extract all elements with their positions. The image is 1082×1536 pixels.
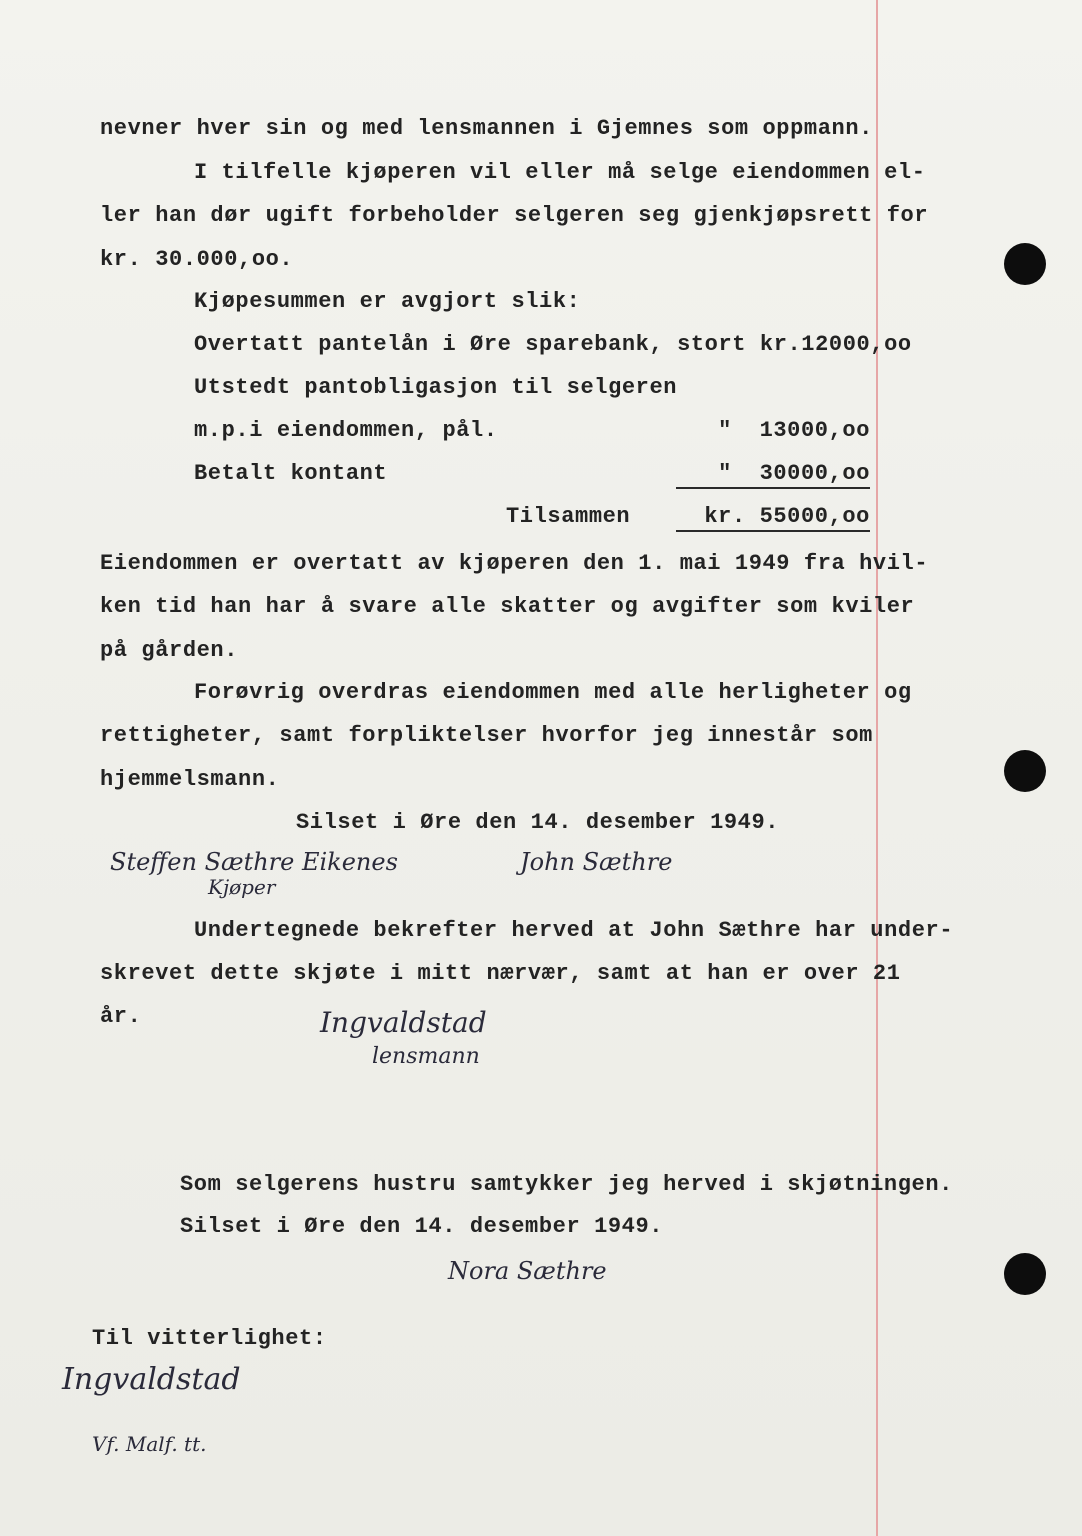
seller-signature: John Sæthre [520, 848, 673, 876]
text-line: ken tid han har å svare alle skatter og avgifter som kviler [100, 594, 915, 619]
punch-hole-middle [1004, 750, 1046, 792]
text-line: I tilfelle kjøperen vil eller må selge eiendommen el- [194, 160, 926, 185]
amount-cash: " 30000,oo [718, 461, 870, 486]
text-line: år. [100, 1004, 142, 1029]
total-rule [676, 530, 870, 532]
text-line: skrevet dette skjøte i mitt nærvær, samt at han er over 21 [100, 961, 901, 986]
text-line: rettigheter, samt forpliktelser hvorfor jeg innestår som [100, 723, 873, 748]
text-line: Overtatt pantelån i Øre sparebank, stort kr.12000,oo [194, 332, 912, 357]
buyer-role: Kjøper [208, 875, 276, 899]
text-line: på gården. [100, 638, 239, 663]
total-label: Tilsammen [506, 504, 631, 529]
place-date: Silset i Øre den 14. desember 1949. [296, 810, 780, 835]
wife-signature: Nora Sæthre [448, 1257, 607, 1285]
text-line: Eiendommen er overtatt av kjøperen den 1. mai 1949 fra hvil- [100, 551, 929, 576]
text-line: Undertegnede bekrefter herved at John Sæthre har under- [194, 918, 954, 943]
punch-hole-top [1004, 243, 1046, 285]
red-margin-line [876, 0, 878, 1536]
text-line: ler han dør ugift forbeholder selgeren seg gjenkjøpsrett for [100, 203, 929, 228]
text-line: Utstedt pantobligasjon til selgeren [194, 375, 678, 400]
text-line: nevner hver sin og med lensmannen i Gjemnes som oppmann. [100, 116, 873, 141]
text-line: kr. 30.000,oo. [100, 247, 294, 272]
amount-total: kr. 55000,oo [704, 504, 870, 529]
sheriff-role: lensmann [372, 1044, 480, 1069]
text-line: Som selgerens hustru samtykker jeg herved i skjøtningen. [180, 1172, 953, 1197]
place-date-2: Silset i Øre den 14. desember 1949. [180, 1214, 664, 1239]
sheriff-signature: Ingvaldstad [320, 1006, 487, 1039]
text-line: m.p.i eiendommen, pål. [194, 418, 498, 443]
text-line: Betalt kontant [194, 461, 388, 486]
punch-hole-bottom [1004, 1253, 1046, 1295]
witness-signature: Ingvaldstad [62, 1362, 241, 1397]
text-line: Forøvrig overdras eiendommen med alle herligheter og [194, 680, 912, 705]
text-line: hjemmelsmann. [100, 767, 280, 792]
buyer-signature: Steffen Sæthre Eikenes [110, 848, 398, 876]
text-line: Kjøpesummen er avgjort slik: [194, 289, 581, 314]
sum-rule [676, 487, 870, 489]
witness-heading: Til vitterlighet: [92, 1326, 327, 1351]
witness-signature-2: Vf. Malf. tt. [92, 1432, 207, 1456]
amount-mortgage: " 13000,oo [718, 418, 870, 443]
